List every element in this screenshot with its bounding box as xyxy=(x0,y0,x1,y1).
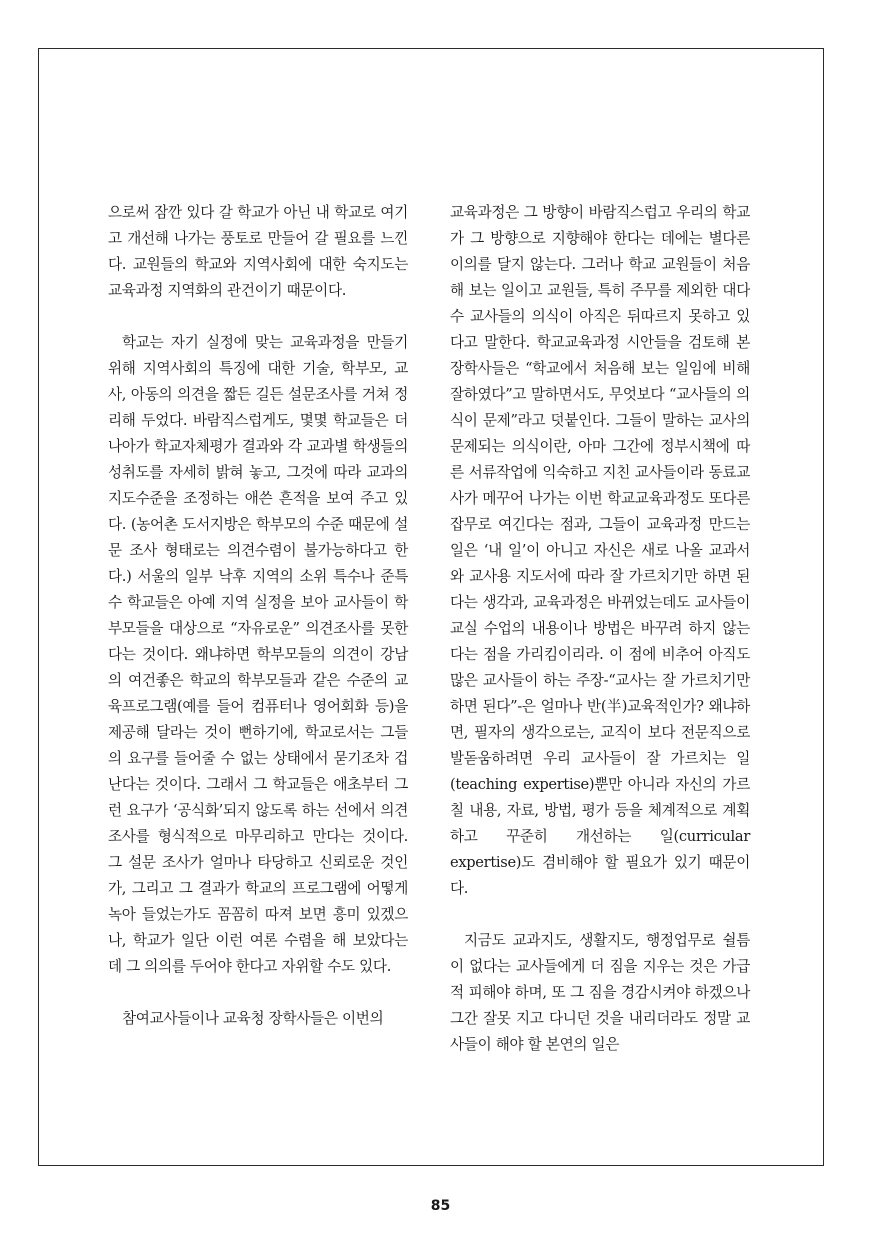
left-paragraph-1: 으로써 잠깐 있다 갈 학교가 아닌 내 학교로 여기고 개선해 나가는 풍토로 만들어 갈 필요를 느낀다. 교원들의 학교와 지역사회에 대한 숙지도는 교육과정 지역화의 관건이기 때문이다. xyxy=(108,204,408,299)
left-paragraph-2: 학교는 자기 실정에 맞는 교육과정을 만들기 위해 지역사회의 특징에 대한 기술, 학부모, 교사, 아동의 의견을 짧든 길든 설문조사를 거쳐 정리해 두었다. 바람직스럽게도, 몇몇 학교들은 더 나아가 학교자체평가 결과와 각 교과별 학생들의 성취도를 자세히 밝혀 놓고, 그것에 따라 교과의 지도수준을 조정하는 애쓴 흔적을 보여 주고 있다. (농어촌 도서지방은 학부모의 수준 때문에 설문 조사 형태로는 의견수렴이 불가능하다고 한다.) 서울의 일부 낙후 지역의 소위 특수나 준특수 학교들은 아예 지역 실정을 보아 교사들이 학부모들을 대상으로 “자유로운” 의견조사를 못한다는 것이다. 왜냐하면 학부모들의 의견이 강남의 여건좋은 학교의 학부모들과 같은 수준의 교육프로그램(예를 들어 컴퓨터나 영어회화 등)을 제공해 달라는 것이 뻔하기에, 학교로서는 그들의 요구를 들어줄 수 없는 상태에서 묻기조차 겁난다는 것이다. 그래서 그 학교들은 애초부터 그런 요구가 ‘공식화’되지 않도록 하는 선에서 의견조사를 형식적으로 마무리하고 만다는 것이다. 그 설문 조사가 얼마나 타당하고 신뢰로운 것인가, 그리고 그 결과가 학교의 프로그램에 어떻게 녹아 들었는가도 꼼꼼히 따져 보면 흥미 있겠으나, 학교가 일단 이런 여론 수렴을 해 보았다는 데 그 의의를 두어야 한다고 자위할 수도 있다. xyxy=(108,334,408,975)
right-paragraph-2: 지금도 교과지도, 생활지도, 행정업무로 쉴틈이 없다는 교사들에게 더 짐을 지우는 것은 가급적 피해야 하며, 또 그 짐을 경감시켜야 하겠으나 그간 잘못 지고 다니던 것을 내리더라도 정말 교사들이 해야 할 본연의 일은 xyxy=(450,932,750,1053)
right-paragraph-1: 교육과정은 그 방향이 바람직스럽고 우리의 학교가 그 방향으로 지향해야 한다는 데에는 별다른 이의를 달지 않는다. 그러나 학교 교원들이 처음 해 보는 일이고 교원들, 특히 주무를 제외한 대다수 교사들의 의식이 아직은 뒤따르지 못하고 있다고 말한다. 학교교육과정 시안들을 검토해 본 장학사들은 “학교에서 처음해 보는 일임에 비해 잘하였다”고 말하면서도, 무엇보다 “교사들의 의식이 문제”라고 덧붙인다. 그들이 말하는 교사의 문제되는 의식이란, 아마 그간에 정부시책에 따른 서류작업에 익숙하고 지친 교사들이라 동료교사가 메꾸어 나가는 이번 학교교육과정도 또다른 잡무로 여긴다는 점과, 그들이 교육과정 만드는 일은 ‘내 일’이 아니고 자신은 새로 나올 교과서와 교사용 지도서에 따라 잘 가르치기만 하면 된다는 생각과, 교육과정은 바뀌었는데도 교사들이 교실 수업의 내용이나 방법은 바꾸려 하지 않는다는 점을 가리킴이리라. 이 점에 비추어 아직도 많은 교사들이 하는 주장-“교사는 잘 가르치기만 하면 된다”-은 얼마나 반(半)교육적인가? 왜냐하면, 필자의 생각으로는, 교직이 보다 전문직으로 발돋움하려면 우리 교사들이 잘 가르치는 일(teaching expertise)뿐만 아니라 자신의 가르칠 내용, 자료, 방법, 평가 등을 체계적으로 계획하고 꾸준히 개선하는 일(curricular expertise)도 겸비해야 할 필요가 있기 때문이다. xyxy=(450,204,750,897)
page-number: 85 xyxy=(430,1198,451,1214)
left-paragraph-3: 참여교사들이나 교육청 장학사들은 이번의 xyxy=(122,1010,384,1027)
right-column xyxy=(450,200,750,1058)
left-column xyxy=(108,200,408,1032)
